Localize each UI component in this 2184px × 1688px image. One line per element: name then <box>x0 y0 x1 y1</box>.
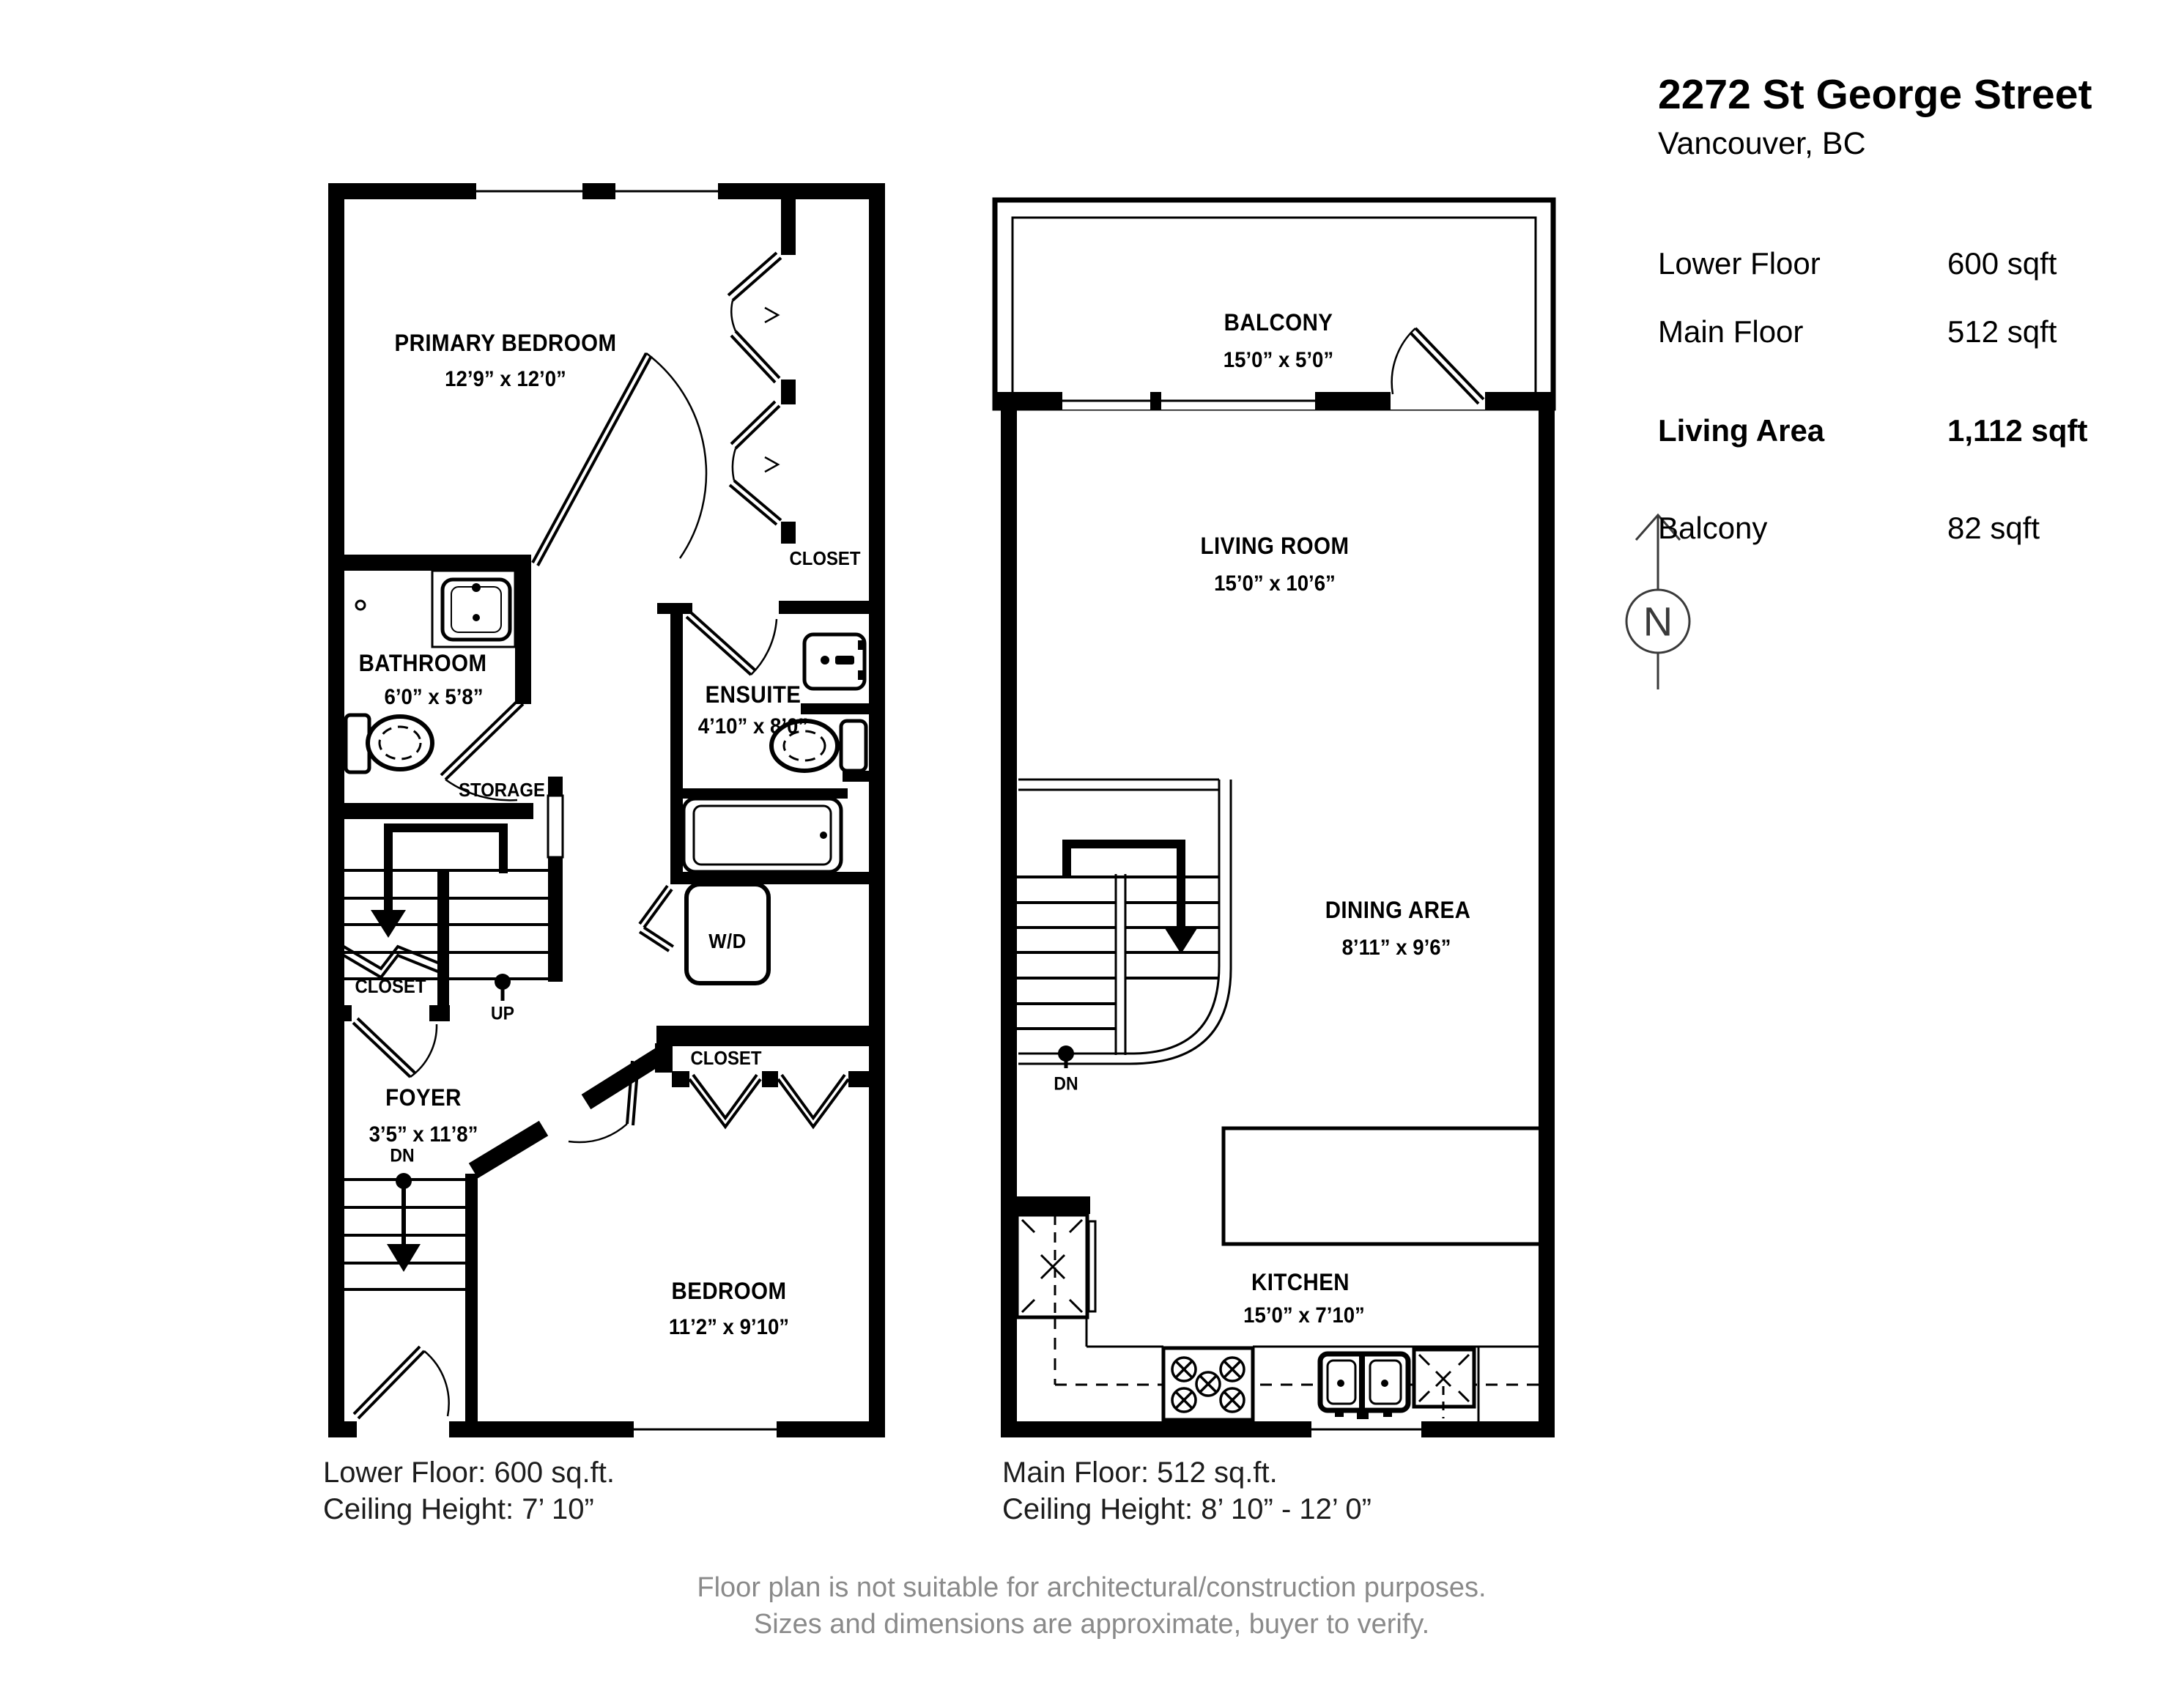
area-row-living-area <box>1658 413 2098 448</box>
area-row-label: Balcony <box>1658 511 1768 545</box>
room-label-closet-under-stairs: CLOSET <box>355 975 426 997</box>
room-label-balcony: BALCONY <box>1224 309 1333 336</box>
area-row-main-floor <box>1658 314 2098 349</box>
ensuite-door <box>686 612 777 675</box>
primary-closet-bifolds <box>728 199 796 544</box>
area-row-lower-floor <box>1658 246 2098 281</box>
room-dims-ensuite: 4’10” x 8’0” <box>697 714 809 738</box>
kitchen-wall-stub <box>1017 1196 1090 1214</box>
closet-door <box>340 1005 450 1077</box>
area-row-value: 82 sqft <box>1947 511 2040 545</box>
area-row-label: Living Area <box>1658 413 1825 448</box>
lower-floor-caption-2: Ceiling Height: 7’ 10” <box>323 1493 594 1525</box>
bar-counter <box>1224 1128 1539 1244</box>
disclaimer-line-2: Sizes and dimensions are approximate, buyer to verify. <box>753 1609 1430 1640</box>
room-dims-dining-area: 8’11” x 9’6” <box>1341 936 1451 960</box>
room-label-closet-lower: CLOSET <box>690 1047 762 1069</box>
room-dims-balcony: 15’0” x 5’0” <box>1223 348 1334 372</box>
entry-door <box>354 1347 449 1418</box>
lower-floor-plan <box>328 183 885 1437</box>
stairs-down-lower <box>344 1173 478 1421</box>
page-subtitle: Vancouver, BC <box>1658 126 1866 161</box>
stair-label-dn-lower: DN <box>390 1145 415 1166</box>
lower-closet <box>656 1026 869 1127</box>
closet-break-line <box>340 944 440 977</box>
main-floor-caption-1: Main Floor: 512 sq.ft. <box>1002 1456 1278 1489</box>
room-dims-foyer: 3’5” x 11’8” <box>369 1122 478 1147</box>
ensuite-sink-icon <box>804 634 866 689</box>
room-dims-living-room: 15’0” x 10’6” <box>1214 571 1336 596</box>
lower-floor-caption-1: Lower Floor: 600 sq.ft. <box>323 1456 615 1489</box>
main-floor-plan <box>993 200 1555 1437</box>
kitchen-sink-icon <box>1320 1354 1408 1419</box>
room-label-primary-bedroom: PRIMARY BEDROOM <box>394 330 617 356</box>
dishwasher-icon <box>1414 1350 1474 1418</box>
stair-label-dn-main: DN <box>1054 1073 1078 1095</box>
room-dims-primary-bedroom: 12’9” x 12’0” <box>445 367 566 391</box>
room-label-foyer: FOYER <box>385 1084 462 1111</box>
disclaimer-line-1: Floor plan is not suitable for architectural/construction purposes. <box>697 1572 1487 1603</box>
bedroom-angled-wall <box>473 1043 673 1171</box>
balcony-walls <box>995 200 1553 408</box>
stove-icon <box>1163 1348 1253 1420</box>
room-dims-bedroom: 11’2” x 9’10” <box>668 1315 790 1339</box>
area-row-value: 600 sqft <box>1947 246 2057 281</box>
area-row-label: Lower Floor <box>1658 246 1821 281</box>
main-floor-caption-2: Ceiling Height: 8’ 10” - 12’ 0” <box>1002 1493 1372 1525</box>
bathtub-icon <box>684 799 841 872</box>
area-row-value: 1,112 sqft <box>1947 413 2088 448</box>
north-label: N <box>1643 598 1673 645</box>
room-label-ensuite: ENSUITE <box>705 681 802 708</box>
page-title: 2272 St George Street <box>1658 71 2092 118</box>
room-label-bedroom: BEDROOM <box>671 1278 787 1304</box>
room-label-closet-top-right: CLOSET <box>789 547 861 569</box>
storage-door <box>548 796 563 857</box>
stairs-down-main <box>1017 780 1231 1068</box>
stair-label-up: UP <box>491 1003 514 1024</box>
room-dims-bathroom: 6’0” x 5’8” <box>384 685 484 709</box>
room-label-kitchen: KITCHEN <box>1251 1269 1350 1295</box>
fridge-icon <box>1017 1215 1095 1317</box>
room-label-living-room: LIVING ROOM <box>1200 533 1350 559</box>
area-row-value: 512 sqft <box>1947 314 2057 349</box>
room-label-washer-dryer: W/D <box>708 930 747 952</box>
area-row-balcony <box>1658 511 2098 546</box>
area-row-label: Main Floor <box>1658 314 1804 349</box>
washer-dryer-icon <box>640 872 870 983</box>
room-label-storage: STORAGE <box>459 779 545 801</box>
sink-icon <box>432 571 515 647</box>
room-label-dining-area: DINING AREA <box>1325 897 1471 923</box>
room-dims-kitchen: 15’0” x 7’10” <box>1243 1303 1365 1328</box>
room-label-bathroom: BATHROOM <box>358 650 487 676</box>
